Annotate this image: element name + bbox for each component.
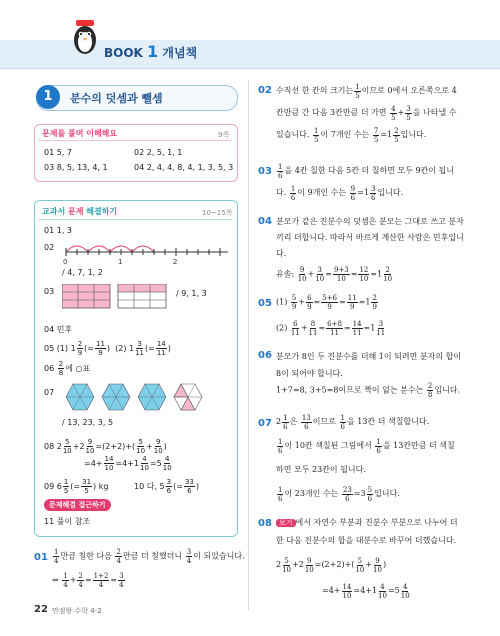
section-understand-page: 9쪽 [218,131,230,139]
q01-solution: ⇒ $\frac{1}{4}$ + $\frac{2}{4}$ = $\frac{1+2}{4}$ = $\frac{3}{4}$ [52,572,124,589]
example-tag: 보기 [276,519,296,527]
hexagon-figure [62,380,212,414]
answer-2-05: 05 (1) 1 $\frac{2}{9}$ (= $\frac{11}{9}$ ) (2) 1 $\frac{3}{11}$ (= $\frac{14}{11}$ ) [44,340,171,357]
answer-2-11: 11 풀이 참조 [44,517,91,526]
q06-number: 06 [258,350,272,361]
answer-2-03-label: 03 [44,287,55,296]
q08-work: 2 $\frac{5}{10}$ +2 $\frac{9}{10}$ =(2+2)+( $\frac{5}{10}$ + $\frac{9}{10}$ ) =4+ $\frac{14}{10}$ =4+1 $\frac{4}{10}$ =5 $\frac{4}{10}$ [276,556,410,600]
q01-text: $\frac{1}{4}$ 만큼 칠한 다음 $\frac{2}{4}$ 만큼 더 칠했더니 $\frac{3}{4}$ 이 되었습니다. [54,548,245,565]
section-textbook-page: 10~15쪽 [202,209,233,217]
answer-1-01: 01 5, 7 [44,148,72,157]
answer-2-02-label: 02 [44,243,55,252]
q07-text: 2 $\frac{1}{6}$ 은 $\frac{13}{6}$ 이므로 $\frac{1}{6}$ 을 13칸 더 색칠합니다. $\frac{1}{6}$ 이 10칸 색칠된 그림에서 $\frac{1}{6}$ 을 13칸만큼 더 색칠 하면 모두 23칸이 됩니다. $\frac{1}{6}$ 이 23개인 수는 $\frac{23}{6}$ =3 $\frac{5}{6}$ 입니다. [276,413,455,503]
number-line-figure [62,236,232,266]
book-label: BOOK 1 개념책 [104,42,198,61]
unit-title: 분수의 덧셈과 뺄셈 [70,92,163,105]
page-number: 22 [34,604,48,615]
q03-text: $\frac{1}{6}$ 을 4칸 칠한 다음 5칸 더 칠하면 모두 9칸이 됩니 다. $\frac{1}{6}$ 이 9개인 수는 $\frac{9}{6}$ =1 $\frac{3}{6}$ 입니다. [276,162,454,202]
answer-2-07-label: 07 [44,388,55,397]
q08-number: 08 [258,518,272,529]
answer-2-02: / 4, 7, 1, 2 [62,268,103,277]
q08-text: 보기 에서 자연수 부분과 진분수 부분으로 나누어 더 한 다음 진분수의 합을 대분수로 바꾸어 더했습니다. [276,518,458,545]
q03-number: 03 [258,166,272,177]
tick-2: 2 [173,258,178,266]
section-understand-title: 문제를 풀며 이해해요 [42,129,118,138]
q04-work: 유솔: $\frac{9}{10}$ + $\frac{3}{10}$ = $\frac{9+3}{10}$ = $\frac{12}{10}$ =1 $\frac{2}{10}$ [276,266,393,283]
answer-2-03: / 9, 1, 3 [176,289,207,298]
answer-2-06: 06 $\frac{2}{8}$ 에 ○표 [44,360,91,377]
answer-2-04: 04 민후 [44,325,73,334]
q01-number: 01 [34,552,48,563]
answer-1-02: 02 2, 5, 1, 1 [134,148,183,157]
tick-0: 0 [63,258,68,266]
q02-number: 02 [258,85,272,96]
q05-number: 05 [258,298,272,309]
answer-1-04: 04 2, 4, 4, 8, 4, 1, 3, 5, 3 [134,163,234,172]
q05-part2: (2) $\frac{6}{11}$ + $\frac{8}{11}$ = $\frac{6+8}{11}$ = $\frac{14}{11}$ =1 $\frac{3}{11}$ [276,320,386,337]
answer-2-09: 09 6 $\frac{1}{5}$ (= $\frac{31}{5}$ ) kg [44,478,109,495]
q06-work: 1+7=8, 3+5=8이므로 짝이 없는 분수는 $\frac{2}{8}$ 입니다. [276,382,461,399]
q07-number: 07 [258,418,272,429]
answer-2-10: 10 다, 5 $\frac{3}{6}$ (= $\frac{33}{6}$ ) [134,478,199,495]
q04-text: 분모가 같은 진분수의 덧셈은 분모는 그대로 쓰고 분자 끼리 더합니다. 따라서 바르게 계산한 사람은 민후입니 다. [276,217,464,258]
section-textbook-title: 교과서 문제 해결하기 [42,207,118,216]
tick-1: 1 [118,258,123,266]
unit-number: 1 [36,85,60,109]
grid-figure [62,284,172,310]
q05-part1: (1) $\frac{5}{9}$ + $\frac{6}{9}$ = $\frac{5+6}{9}$ = $\frac{11}{9}$ =1 $\frac{2}{9}$ [276,294,377,311]
book-name: 만점왕 수학 4-2 [52,607,102,615]
answer-1-03: 03 8, 5, 13, 4, 1 [44,163,108,172]
answer-2-08: 08 2 $\frac{5}{10}$ +2 $\frac{9}{10}$ =(2+2)+( $\frac{5}{10}$ + $\frac{9}{10}$ ) =4+ $\frac{14}{10}$ =4+1 $\frac{4}{10}$ =5 $\frac{4}{10}$ [44,438,172,472]
answer-2-07: / 13, 23, 3, 5 [62,418,114,427]
q02-text: 수직선 한 칸의 크기는 $\frac{1}{5}$ 이므로 0에서 오른쪽으로 4 칸만큼 간 다음 3칸만큼 더 가면 $\frac{4}{5}$ + $\frac{3}{5}$ 을 나타낼 수 있습니다. $\frac{1}{5}$ 이 7개인 수는 $\frac{7}{5}$ =1 $\frac{2}{5}$ 입니다. [276,82,457,144]
q06-text: 분모가 8인 두 진분수를 더해 1이 되려면 분자의 합이 8이 되어야 합니다. [276,352,462,378]
approach-pill: 문제해결 접근하기 [44,499,111,511]
q04-number: 04 [258,216,272,227]
mascot-icon [70,14,100,62]
answer-2-01: 01 1, 3 [44,226,72,235]
